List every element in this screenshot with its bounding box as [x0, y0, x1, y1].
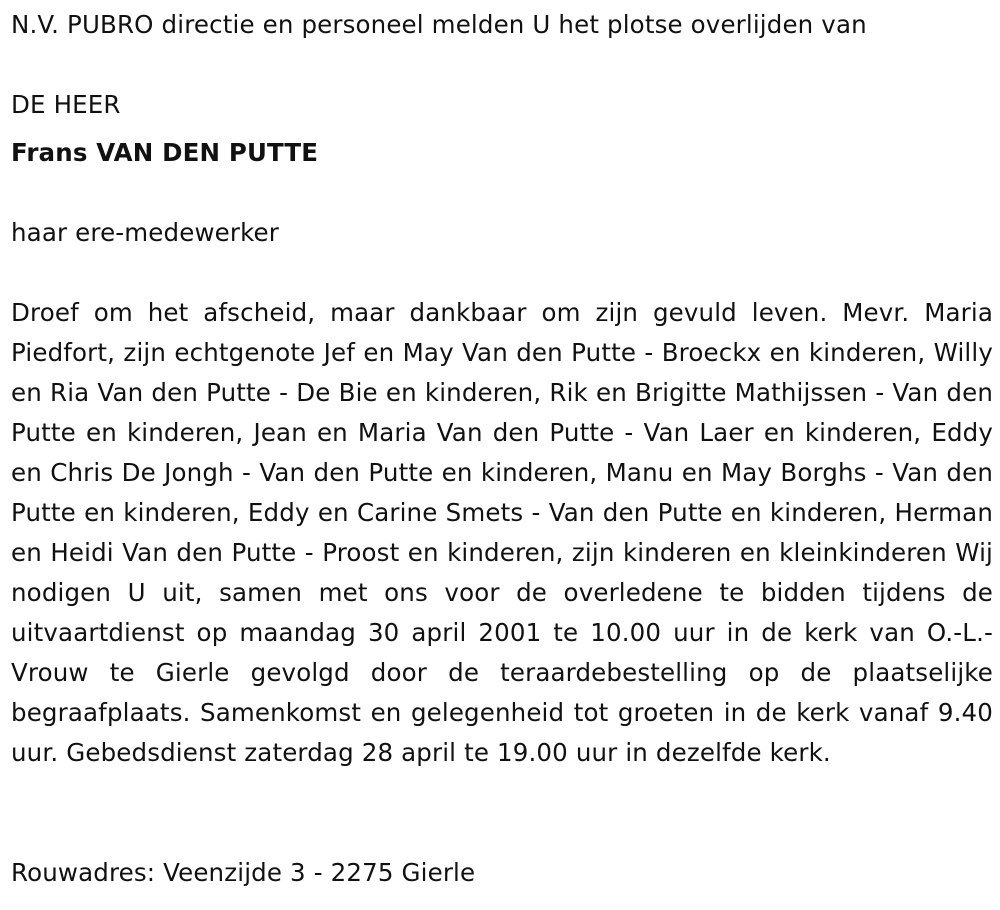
- deceased-name: Frans VAN DEN PUTTE: [11, 138, 319, 167]
- intro-line: N.V. PUBRO directie en personeel melden U het plotse overlijden van: [11, 10, 867, 39]
- body-paragraph: Droef om het afscheid, maar dankbaar om zijn gevuld leven. Mevr. Maria Piedfort, zijn echtgenote Jef en May Van den Putte - Broeckx en kinderen, Willy en Ria Van den Putte - De Bie en kinderen, Rik en Brigitte Mathijssen - Van den Putte en kinderen, Jean en Maria Van den Putte - Van Laer en kinderen, Eddy en Chris De Jongh - Van den Putte en kinderen, Manu en May Borghs - Van den Putte en kinderen, Eddy en Carine Smets - Van den Putte en kinderen, Herman en Heidi Van den Putte - Proost en kinderen, zijn kinderen en kleinkinderen Wij nodigen U uit, samen met ons voor de overledene te bidden tijdens de uitvaartdienst op maandag 30 april 2001 te 10.00 uur in de kerk van O.-L.-Vrouw te Gierle gevolgd door de teraardebestelling op de plaatselijke begraafplaats. Samenkomst en gelegenheid tot groeten in de kerk vanaf 9.40 uur. Gebedsdienst zaterdag 28 april te 19.00 uur in dezelfde kerk.: [11, 298, 993, 767]
- salutation: DE HEER: [11, 90, 121, 119]
- role-line: haar ere-medewerker: [11, 218, 279, 247]
- address-line: Rouwadres: Veenzijde 3 - 2275 Gierle: [11, 858, 476, 887]
